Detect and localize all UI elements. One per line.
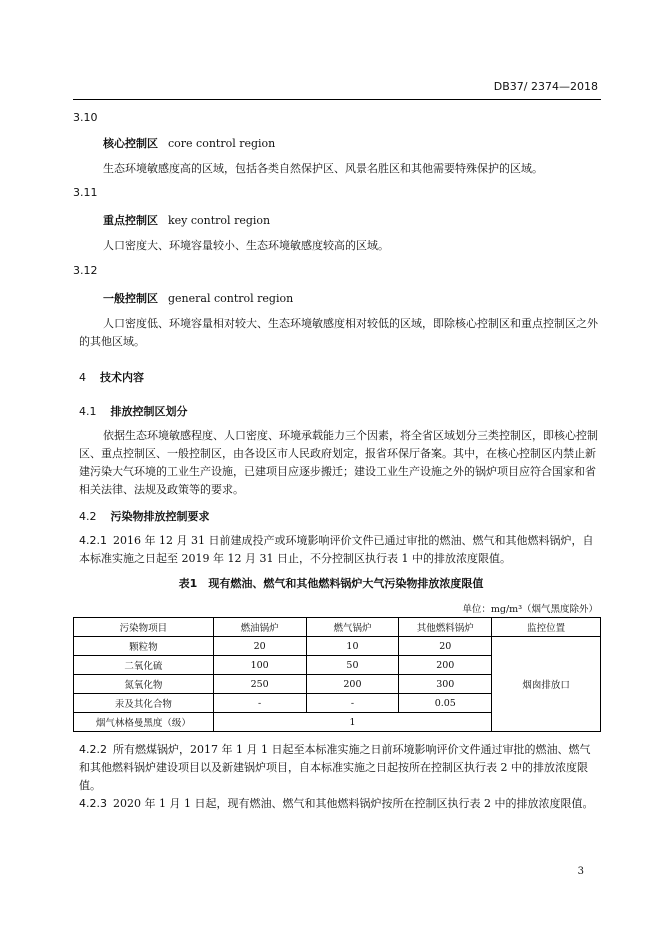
table-cell: 烟气林格曼黑度（级） (74, 713, 214, 732)
table-cell: 20 (213, 637, 306, 656)
table-cell: 颗粒物 (74, 637, 214, 656)
section-heading (79, 369, 144, 385)
table-cell: 1 (213, 713, 491, 732)
clause-paragraph (79, 741, 601, 795)
clause-text: 2020 年 1 月 1 日起，现有燃油、燃气和其他燃料锅炉按所在控制区执行表 2 中的排放浓度限值。 (113, 797, 594, 810)
term-en: key control region (168, 214, 271, 227)
term-en: general control region (168, 292, 294, 305)
table-cell: - (213, 694, 306, 713)
table-cell: 20 (399, 637, 492, 656)
clause-number: 4.2.3 (79, 797, 107, 810)
table-unit: 单位：mg/m³（烟气黑度除外） (462, 604, 598, 615)
clause-number: 3.10 (73, 111, 98, 124)
subsection-title: 排放控制区划分 (110, 405, 188, 418)
table-cell: 100 (213, 656, 306, 675)
emission-limits-table (73, 617, 601, 732)
clause-number: 4.2.2 (79, 743, 107, 756)
clause-text: 2016 年 12 月 31 日前建成投产或环境影响评价文件已通过审批的燃油、燃气和其他燃料锅炉，自本标准实施之日起至 2019 年 12 月 31 日止，不分控制区执行表 1 中的排放浓度限值。 (79, 534, 594, 565)
table-cell: 300 (399, 675, 492, 694)
table-cell: 250 (213, 675, 306, 694)
table-header-cell: 燃油锅炉 (213, 618, 306, 637)
section-title: 技术内容 (100, 371, 144, 384)
standard-code: DB37/ 2374—2018 (493, 80, 598, 93)
subsection-title: 污染物排放控制要求 (110, 510, 210, 523)
clause-number: 3.11 (73, 186, 98, 199)
subsection-heading (79, 508, 210, 524)
term-cn: 重点控制区 (103, 214, 158, 227)
section-paragraph: 依据生态环境敏感程度、人口密度、环境承载能力三个因素，将全省区域划分三类控制区，即核心控制区、重点控制区、一般控制区，由各设区市人民政府划定，报省环保厅备案。其中，在核心控制区内禁止新建污染大气环境的工业生产设施，已建项目应逐步搬迁；建设工业生产设施之外的锅炉项目应符合国家和省相关法律、法规及政策等的要求。 (79, 429, 598, 496)
table-cell: - (306, 694, 399, 713)
term-entry (103, 212, 270, 228)
table-cell: 200 (399, 656, 492, 675)
clause-paragraph (79, 795, 601, 813)
table-cell: 氮氧化物 (74, 675, 214, 694)
table-header-cell: 污染物项目 (74, 618, 214, 637)
term-entry (103, 135, 275, 151)
table-header-row (74, 618, 601, 637)
table-cell: 0.05 (399, 694, 492, 713)
table-row (74, 637, 601, 656)
table-cell: 200 (306, 675, 399, 694)
term-cn: 一般控制区 (103, 292, 158, 305)
table-cell: 汞及其化合物 (74, 694, 214, 713)
term-en: core control region (168, 137, 276, 150)
clause-number: 3.12 (73, 264, 98, 277)
clause-number: 4.2.1 (79, 534, 107, 547)
clause-text: 所有燃煤锅炉，2017 年 1 月 1 日起至本标准实施之日前环境影响评价文件通过审批的燃油、燃气和其他燃料锅炉建设项目以及新建锅炉项目，自本标准实施之日起按所在控制区执行表 2 中的排放浓度限值。 (79, 743, 591, 792)
subsection-number: 4.2 (79, 510, 97, 523)
table-cell: 二氧化硫 (74, 656, 214, 675)
header-rule (73, 99, 601, 100)
term-definition: 生态环境敏感度高的区域，包括各类自然保护区、风景名胜区和其他需要特殊保护的区域。 (103, 162, 543, 175)
table-cell: 50 (306, 656, 399, 675)
subsection-number: 4.1 (79, 405, 97, 418)
monitoring-location-cell: 烟囱排放口 (492, 637, 601, 732)
page-number: 3 (577, 866, 584, 877)
table-header-cell: 监控位置 (492, 618, 601, 637)
term-cn: 核心控制区 (103, 137, 158, 150)
subsection-heading (79, 403, 188, 419)
clause-paragraph (79, 532, 601, 568)
section-number: 4 (79, 371, 86, 384)
table-header-cell: 燃气锅炉 (306, 618, 399, 637)
table-cell: 10 (306, 637, 399, 656)
term-definition: 人口密度低、环境容量相对较大、生态环境敏感度相对较低的区域，即除核心控制区和重点控制区之外的其他区域。 (79, 317, 598, 348)
table-caption: 表1 现有燃油、燃气和其他燃料锅炉大气污染物排放浓度限值 (178, 577, 484, 590)
term-definition: 人口密度大、环境容量较小、生态环境敏感度较高的区域。 (103, 239, 389, 252)
table-header-cell: 其他燃料锅炉 (399, 618, 492, 637)
term-entry (103, 290, 293, 306)
